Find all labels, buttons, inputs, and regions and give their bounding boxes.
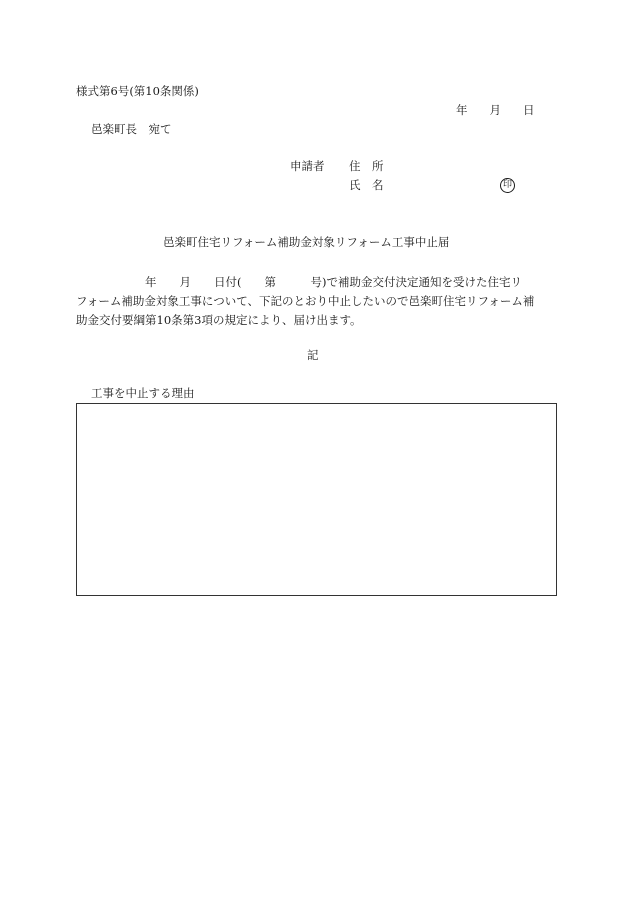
- name-label: 氏 名: [349, 178, 384, 192]
- date-line: [456, 105, 535, 117]
- form-number: 様式第6号(第10条関係): [76, 84, 199, 98]
- document-title: 邑楽町住宅リフォーム補助金対象リフォーム工事中止届: [163, 235, 450, 249]
- body-line-3: 助金交付要綱第10条第3項の規定により、届け出ます。: [76, 313, 362, 327]
- body-line-2: フォーム補助金対象工事について、下記のとおり中止したいので邑楽町住宅リフォーム補: [76, 294, 535, 308]
- date-day: 日: [523, 103, 535, 117]
- ki-heading: 記: [307, 348, 319, 362]
- body-line-1: 年 月 日付( 第 号)で補助金交付決定通知を受けた住宅リ: [76, 275, 522, 289]
- applicant-label: 申請者: [290, 159, 325, 173]
- address-label: 住 所: [349, 159, 384, 173]
- date-month: 月: [489, 103, 501, 117]
- addressee: 邑楽町長 宛て: [91, 122, 172, 136]
- seal-mark: 印: [500, 178, 515, 193]
- reason-label: 工事を中止する理由: [91, 386, 195, 400]
- body-text: [76, 273, 556, 330]
- reason-box[interactable]: [76, 403, 557, 596]
- date-year: 年: [456, 103, 468, 117]
